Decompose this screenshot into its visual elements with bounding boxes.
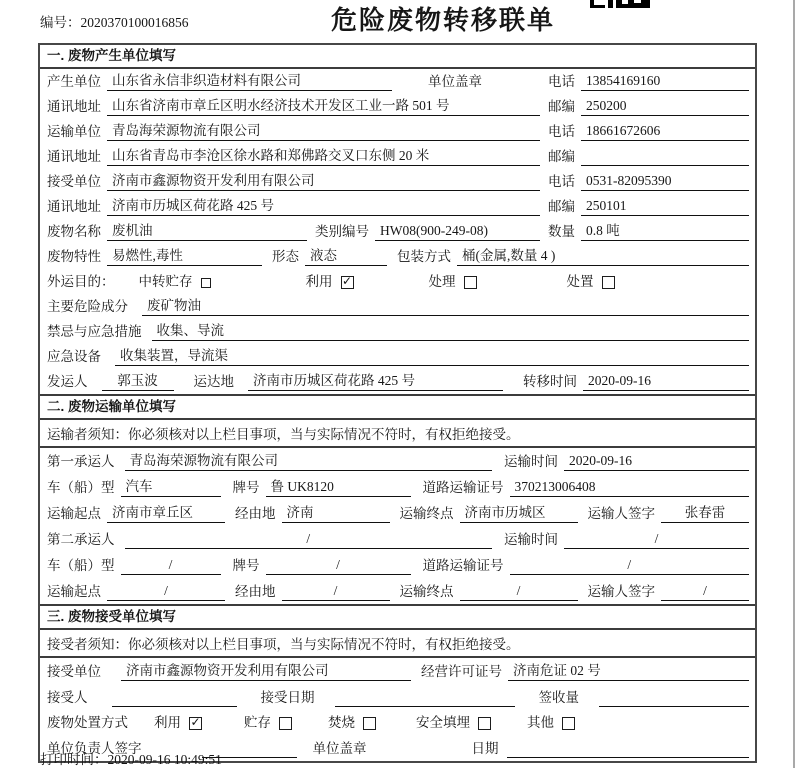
time1-label: 运输时间	[504, 454, 558, 469]
address1-value: 山东省济南市章丘区明水经济技术开发区工业一路 501 号	[107, 97, 540, 116]
vehicle2-value: /	[121, 556, 221, 575]
receiver-address-row	[40, 194, 755, 219]
license1-value: 370213006408	[510, 478, 750, 497]
carrier1-value: 青岛海荣源物流有限公司	[125, 452, 493, 471]
disposal-landfill-checkbox	[478, 717, 491, 730]
section2-title: 二. 废物运输单位填写	[40, 396, 755, 420]
end1-value: 济南市历城区	[460, 504, 578, 523]
accepting-unit-row	[40, 658, 755, 684]
transporter-notice: 运输者须知：你必须核对以上栏目事项，当与实际情况不符时，有权拒绝接受。	[40, 420, 755, 448]
carrier2-value: /	[125, 530, 493, 549]
taboo-value: 收集、导流	[152, 322, 750, 341]
purpose-option-utilize-label: 利用	[305, 274, 333, 289]
purpose-option-transfer-storage-label: 中转贮存	[138, 274, 193, 289]
receiver-notice: 接受者须知：你必须核对以上栏目事项，当与实际情况不符时，有权拒绝接受。	[40, 630, 755, 658]
date-label: 日期	[471, 741, 499, 756]
phone3-value: 0531-82095390	[581, 172, 749, 191]
accept-date-value	[335, 706, 515, 707]
address3-label: 通讯地址	[47, 199, 101, 214]
transport-purpose-row	[40, 269, 755, 294]
purpose-transfer-storage-checkbox	[201, 278, 211, 288]
destination-value: 济南市历城区荷花路 425 号	[248, 372, 503, 391]
first-vehicle-row	[40, 474, 755, 500]
zip3-value: 250101	[581, 197, 749, 216]
destination-label: 运达地	[193, 374, 234, 389]
disposal-option-store-label: 贮存	[244, 715, 271, 730]
address1-label: 通讯地址	[47, 99, 101, 114]
via2-label: 经由地	[235, 584, 276, 599]
address3-value: 济南市历城区荷花路 425 号	[107, 197, 540, 216]
transporter-value: 青岛海荣源物流有限公司	[107, 122, 540, 141]
disposal-other-checkbox	[562, 717, 575, 730]
origin1-label: 运输起点	[47, 506, 101, 521]
receiver-row	[40, 169, 755, 194]
hazard-label: 主要危险成分	[47, 299, 128, 314]
characteristics-label: 废物特性	[47, 249, 101, 264]
accept-date-label: 接受日期	[260, 690, 315, 705]
purpose-utilize-checkbox	[341, 276, 354, 289]
recipient-row	[40, 684, 755, 710]
phone2-value: 18661672606	[581, 122, 749, 141]
consignor-value: 郭玉波	[102, 372, 174, 391]
time2-label: 运输时间	[504, 532, 558, 547]
phone3-label: 电话	[548, 174, 575, 189]
zip3-label: 邮编	[548, 199, 575, 214]
recipient-value	[112, 706, 237, 707]
characteristics-value: 易燃性,毒性	[107, 247, 262, 266]
transfer-form-table	[38, 43, 757, 763]
serial-label: 编号：	[40, 15, 81, 30]
plate2-value: /	[266, 556, 411, 575]
section1-title: 一. 废物产生单位填写	[40, 45, 755, 69]
taboo-label: 禁忌与应急措施	[47, 324, 142, 339]
waste-name-row	[40, 219, 755, 244]
producer-address-row	[40, 94, 755, 119]
scan-edge-artifact	[793, 0, 795, 768]
form-label: 形态	[272, 249, 299, 264]
end1-label: 运输终点	[399, 506, 454, 521]
carrier1-label: 第一承运人	[47, 454, 115, 469]
taboo-measures-row	[40, 319, 755, 344]
sign2-label: 运输人签字	[587, 584, 655, 599]
transporter-address-row	[40, 144, 755, 169]
section-producer	[40, 45, 755, 396]
head-sign-label: 单位负责人签字	[47, 741, 142, 756]
purpose-option-dispose-label: 处置	[566, 274, 594, 289]
zip1-value: 250200	[581, 97, 749, 116]
disposal-option-utilize-label: 利用	[154, 715, 181, 730]
section3-title: 三. 废物接受单位填写	[40, 606, 755, 630]
via2-value: /	[282, 582, 390, 601]
consignor-label: 发运人	[47, 374, 88, 389]
disposal-incinerate-checkbox	[363, 717, 376, 730]
category-value: HW08(900-249-08)	[375, 222, 540, 241]
vehicle2-label: 车（船）型	[47, 558, 115, 573]
end2-value: /	[460, 582, 578, 601]
print-time	[40, 748, 222, 768]
consignor-row	[40, 369, 755, 394]
serial-value: 2020370100016856	[80, 15, 189, 30]
page-title: 危险废物转移联单	[331, 5, 556, 35]
license1-label: 道路运输证号	[422, 480, 504, 495]
zip2-value	[581, 165, 749, 166]
form-value: 液态	[305, 247, 387, 266]
purpose-treat-checkbox	[464, 276, 477, 289]
waste-characteristics-row	[40, 244, 755, 269]
received-qty-value	[599, 706, 749, 707]
waste-name-label: 废物名称	[47, 224, 101, 239]
address2-value: 山东省青岛市李沧区徐水路和郑佛路交叉口东侧 20 米	[107, 147, 540, 166]
transfer-time-value: 2020-09-16	[583, 372, 749, 391]
receiver-seal-label: 单位盖章	[312, 741, 367, 756]
section-receiver	[40, 606, 755, 761]
zip1-label: 邮编	[548, 99, 575, 114]
recipient-label: 接受人	[47, 690, 88, 705]
date-value	[507, 757, 750, 758]
second-route-row	[40, 578, 755, 604]
equipment-label: 应急设备	[47, 349, 101, 364]
print-time-value: 2020-09-16 10:49:51	[107, 752, 222, 767]
waste-name-value: 废机油	[107, 222, 307, 241]
sign1-label: 运输人签字	[587, 506, 655, 521]
producer-value: 山东省永信非织造材料有限公司	[107, 72, 392, 91]
accepting-unit-label: 接受单位	[47, 664, 101, 679]
plate1-value: 鲁 UK8120	[266, 478, 411, 497]
carrier2-label: 第二承运人	[47, 532, 115, 547]
phone2-label: 电话	[548, 124, 575, 139]
hazard-value: 废矿物油	[142, 297, 749, 316]
unit-seal-label: 单位盖章	[428, 74, 482, 89]
quantity-label: 数量	[548, 224, 575, 239]
category-label: 类别编号	[315, 224, 369, 239]
end2-label: 运输终点	[399, 584, 454, 599]
producer-label: 产生单位	[47, 74, 101, 89]
origin2-label: 运输起点	[47, 584, 101, 599]
transfer-time-label: 转移时间	[523, 374, 577, 389]
accepting-unit-value: 济南市鑫源物资开发利用有限公司	[121, 662, 411, 681]
qr-code-fragment-icon	[590, 0, 652, 9]
purpose-dispose-checkbox	[602, 276, 615, 289]
second-vehicle-row	[40, 552, 755, 578]
license2-label: 道路运输证号	[422, 558, 504, 573]
origin1-value: 济南市章丘区	[107, 504, 225, 523]
equipment-value: 收集装置，导流渠	[115, 347, 749, 366]
via1-value: 济南	[282, 504, 390, 523]
disposal-store-checkbox	[279, 717, 292, 730]
disposal-incinerate-label: 焚烧	[328, 715, 355, 730]
transporter-label: 运输单位	[47, 124, 101, 139]
receiver-value: 济南市鑫源物资开发利用有限公司	[107, 172, 540, 191]
via1-label: 经由地	[235, 506, 276, 521]
time1-value: 2020-09-16	[564, 452, 749, 471]
address2-label: 通讯地址	[47, 149, 101, 164]
second-carrier-row	[40, 526, 755, 552]
serial-number	[40, 11, 189, 31]
disposal-other-label: 其他	[527, 715, 554, 730]
section-transporter	[40, 396, 755, 606]
hazard-component-row	[40, 294, 755, 319]
transporter-row	[40, 119, 755, 144]
first-route-row	[40, 500, 755, 526]
license2-value: /	[510, 556, 750, 575]
origin2-value: /	[107, 582, 225, 601]
packaging-value: 桶(金属,数量 4 )	[457, 247, 749, 266]
purpose-option-treat-label: 处理	[428, 274, 456, 289]
sign1-value: 张春雷	[661, 504, 749, 523]
plate2-label: 牌号	[232, 558, 260, 573]
purpose-label: 外运目的：	[47, 274, 115, 289]
quantity-value: 0.8 吨	[581, 222, 749, 241]
time2-value: /	[564, 530, 749, 549]
phone1-label: 电话	[548, 74, 575, 89]
sign2-value: /	[661, 582, 749, 601]
receiver-label: 接受单位	[47, 174, 101, 189]
disposal-label: 废物处置方式	[47, 715, 128, 730]
zip2-label: 邮编	[548, 149, 575, 164]
print-time-label: 打印时间：	[40, 752, 108, 767]
emergency-equipment-row	[40, 344, 755, 369]
producer-row	[40, 69, 755, 94]
business-license-label: 经营许可证号	[421, 664, 502, 679]
packaging-label: 包装方式	[397, 249, 451, 264]
business-license-value: 济南危证 02 号	[508, 662, 749, 681]
plate1-label: 牌号	[232, 480, 260, 495]
first-carrier-row	[40, 448, 755, 474]
vehicle1-label: 车（船）型	[47, 480, 115, 495]
received-qty-label: 签收量	[538, 690, 579, 705]
disposal-utilize-checkbox	[189, 717, 202, 730]
vehicle1-value: 汽车	[121, 478, 221, 497]
disposal-landfill-label: 安全填埋	[416, 715, 470, 730]
disposal-method-row	[40, 710, 755, 735]
phone1-value: 13854169160	[581, 72, 749, 91]
